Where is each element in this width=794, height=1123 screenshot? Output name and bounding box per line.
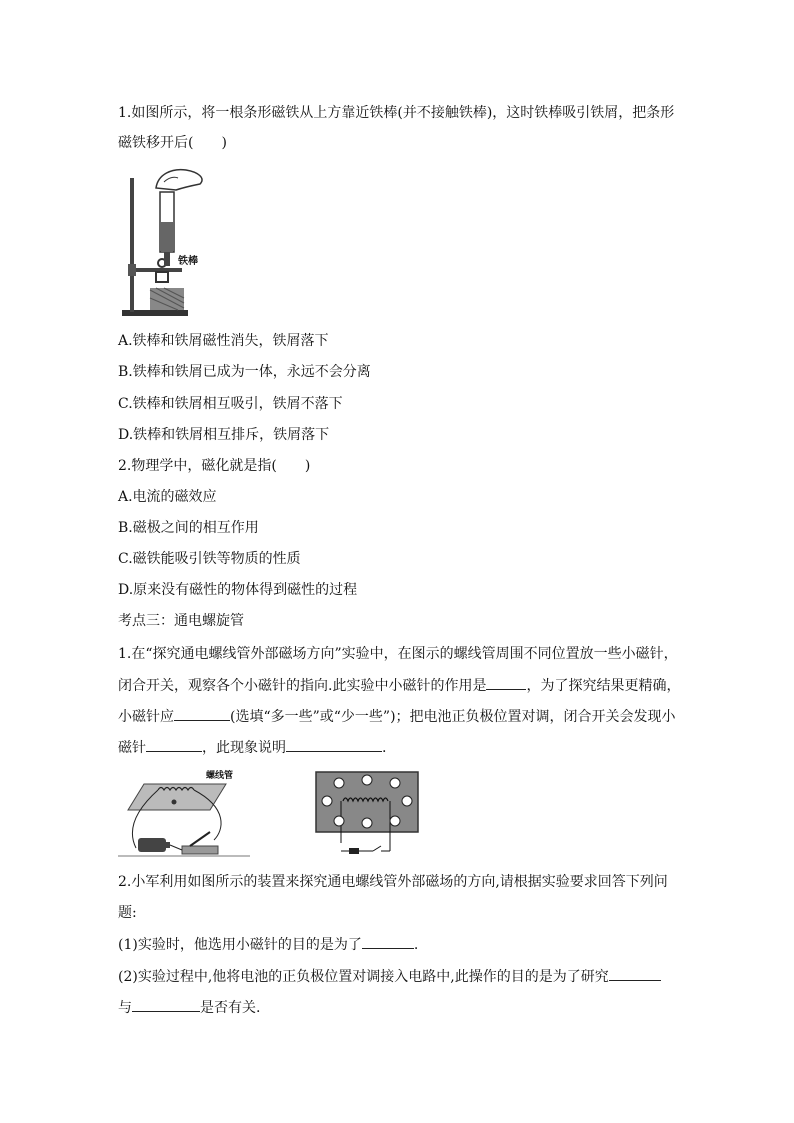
- q4-blank-3[interactable]: [132, 997, 200, 1012]
- q4-line5: 与 是否有关.: [118, 997, 260, 1018]
- q3-blank-3[interactable]: [146, 737, 202, 752]
- q3-blank-1[interactable]: [486, 675, 526, 690]
- solenoid-compass-figure: [315, 771, 421, 861]
- q2-option-c: C.磁铁能吸引铁等物质的性质: [118, 551, 301, 567]
- q2-stem: 2.物理学中，磁化就是指( ): [118, 458, 311, 474]
- q3-blank-4[interactable]: [286, 737, 382, 752]
- q2-option-d: D.原来没有磁性的物体得到磁性的过程: [118, 582, 358, 598]
- solenoid-circuit-figure: [118, 768, 250, 860]
- q3-line1: 1.在“探究通电螺线管外部磁场方向”实验中，在图示的螺线管周围不同位置放一些小磁针，: [118, 646, 678, 662]
- q3-line3: 小磁针应 (选填“多一些”或“少一些”)；把电池正负极位置对调，闭合开关会发现小: [118, 706, 676, 727]
- q3-blank-2[interactable]: [174, 706, 230, 721]
- q2-option-a: A.电流的磁效应: [118, 489, 217, 505]
- q4-line1: 2.小军利用如图所示的装置来探究通电螺线管外部磁场的方向,请根据实验要求回答下列问: [118, 874, 668, 890]
- q4-blank-2[interactable]: [609, 966, 661, 981]
- iron-rod-label: 铁棒: [178, 256, 198, 267]
- section-title: 考点三：通电螺旋管: [118, 613, 244, 629]
- q1-stem-line1: 1.如图所示，将一根条形磁铁从上方靠近铁棒(并不接触铁棒)，这时铁棒吸引铁屑，把条形: [118, 105, 675, 121]
- q4-line4: (2)实验过程中,他将电池的正负极位置对调接入电路中,此操作的目的是为了研究: [118, 966, 661, 987]
- q1-stem-line2: 磁铁移开后( ): [118, 135, 227, 151]
- q3-line4: 磁针 ，此现象说明 .: [118, 737, 386, 758]
- q1-option-b: B.铁棒和铁屑已成为一体，永远不会分离: [118, 364, 371, 380]
- q4-line2: 题:: [118, 905, 137, 921]
- q3-line2: 闭合开关，观察各个小磁针的指向.此实验中小磁针的作用是 ，为了探究结果更精确，: [118, 675, 680, 696]
- solenoid-label: 螺线管: [206, 771, 234, 781]
- q2-option-b: B.磁极之间的相互作用: [118, 520, 259, 536]
- q4-line3: (1)实验时，他选用小磁针的目的是为了 .: [118, 934, 418, 955]
- q1-option-c: C.铁棒和铁屑相互吸引，铁屑不落下: [118, 396, 343, 412]
- q1-option-d: D.铁棒和铁屑相互排斥，铁屑落下: [118, 427, 330, 443]
- q4-blank-1[interactable]: [362, 934, 414, 949]
- q1-option-a: A.铁棒和铁屑磁性消失，铁屑落下: [118, 333, 329, 349]
- iron-rod-stand-figure: [120, 160, 210, 322]
